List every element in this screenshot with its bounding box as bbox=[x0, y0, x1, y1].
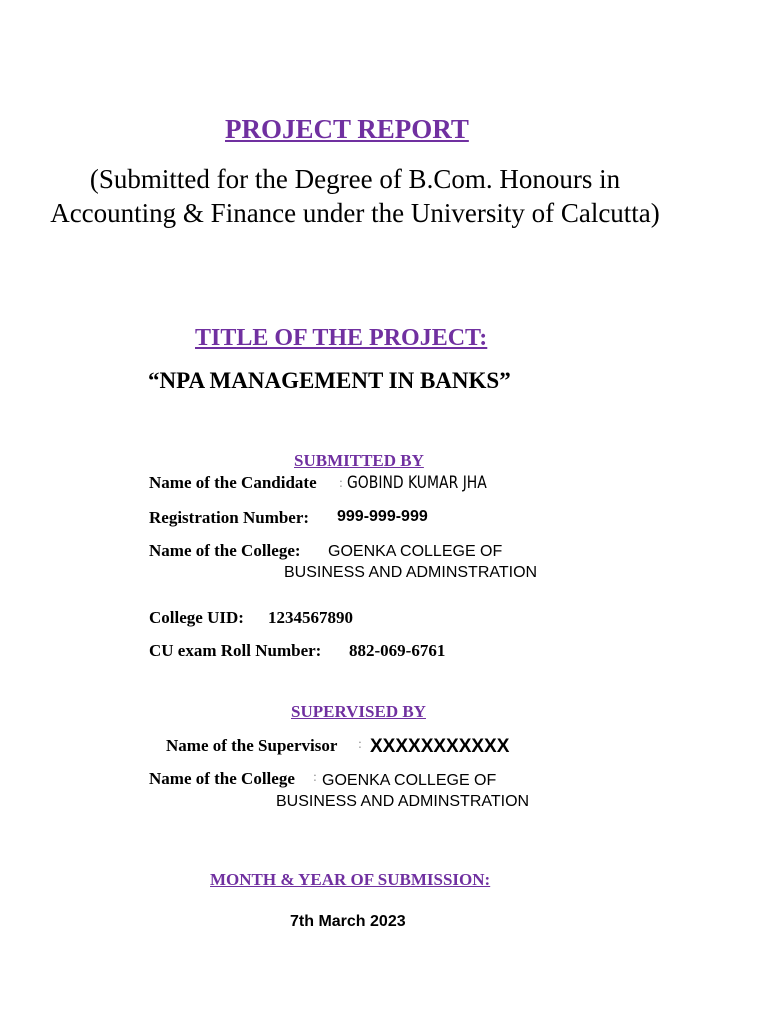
supervisor-college-line1: GOENKA COLLEGE OF bbox=[322, 772, 497, 789]
submission-date: 7th March 2023 bbox=[290, 913, 406, 930]
supervisor-college-label: Name of the College bbox=[149, 769, 295, 788]
roll-number-label: CU exam Roll Number: bbox=[149, 641, 322, 660]
supervised-by-heading: SUPERVISED BY bbox=[291, 702, 426, 721]
registration-number: 999-999-999 bbox=[337, 508, 428, 525]
college-uid-label: College UID: bbox=[149, 608, 244, 627]
submitted-by-heading: SUBMITTED BY bbox=[294, 451, 424, 470]
registration-label: Registration Number: bbox=[149, 508, 310, 527]
project-title: “NPA MANAGEMENT IN BANKS” bbox=[148, 368, 511, 393]
submission-heading: MONTH & YEAR OF SUBMISSION: bbox=[210, 870, 491, 889]
candidate-name: GOBIND KUMAR JHA bbox=[347, 473, 487, 493]
college-uid: 1234567890 bbox=[268, 608, 353, 627]
report-subtitle: (Submitted for the Degree of B.Com. Honours in Accounting & Finance under the University of Calcutta) bbox=[50, 164, 660, 228]
roll-number: 882-069-6761 bbox=[349, 641, 446, 660]
college-name-line2: BUSINESS AND ADMINSTRATION bbox=[284, 564, 538, 581]
candidate-label: Name of the Candidate bbox=[149, 473, 317, 492]
college-label: Name of the College: bbox=[149, 541, 301, 560]
report-title: PROJECT REPORT bbox=[225, 114, 469, 144]
supervisor-college-line2: BUSINESS AND ADMINSTRATION bbox=[276, 793, 530, 810]
supervisor-colon: : bbox=[358, 737, 362, 752]
project-title-heading: TITLE OF THE PROJECT: bbox=[195, 325, 488, 351]
candidate-colon: : bbox=[339, 476, 343, 491]
college-name-line1: GOENKA COLLEGE OF bbox=[328, 543, 503, 560]
supervisor-name: XXXXXXXXXXX bbox=[370, 736, 510, 757]
supervisor-college-colon: : bbox=[313, 770, 317, 785]
supervisor-label: Name of the Supervisor bbox=[166, 736, 338, 755]
